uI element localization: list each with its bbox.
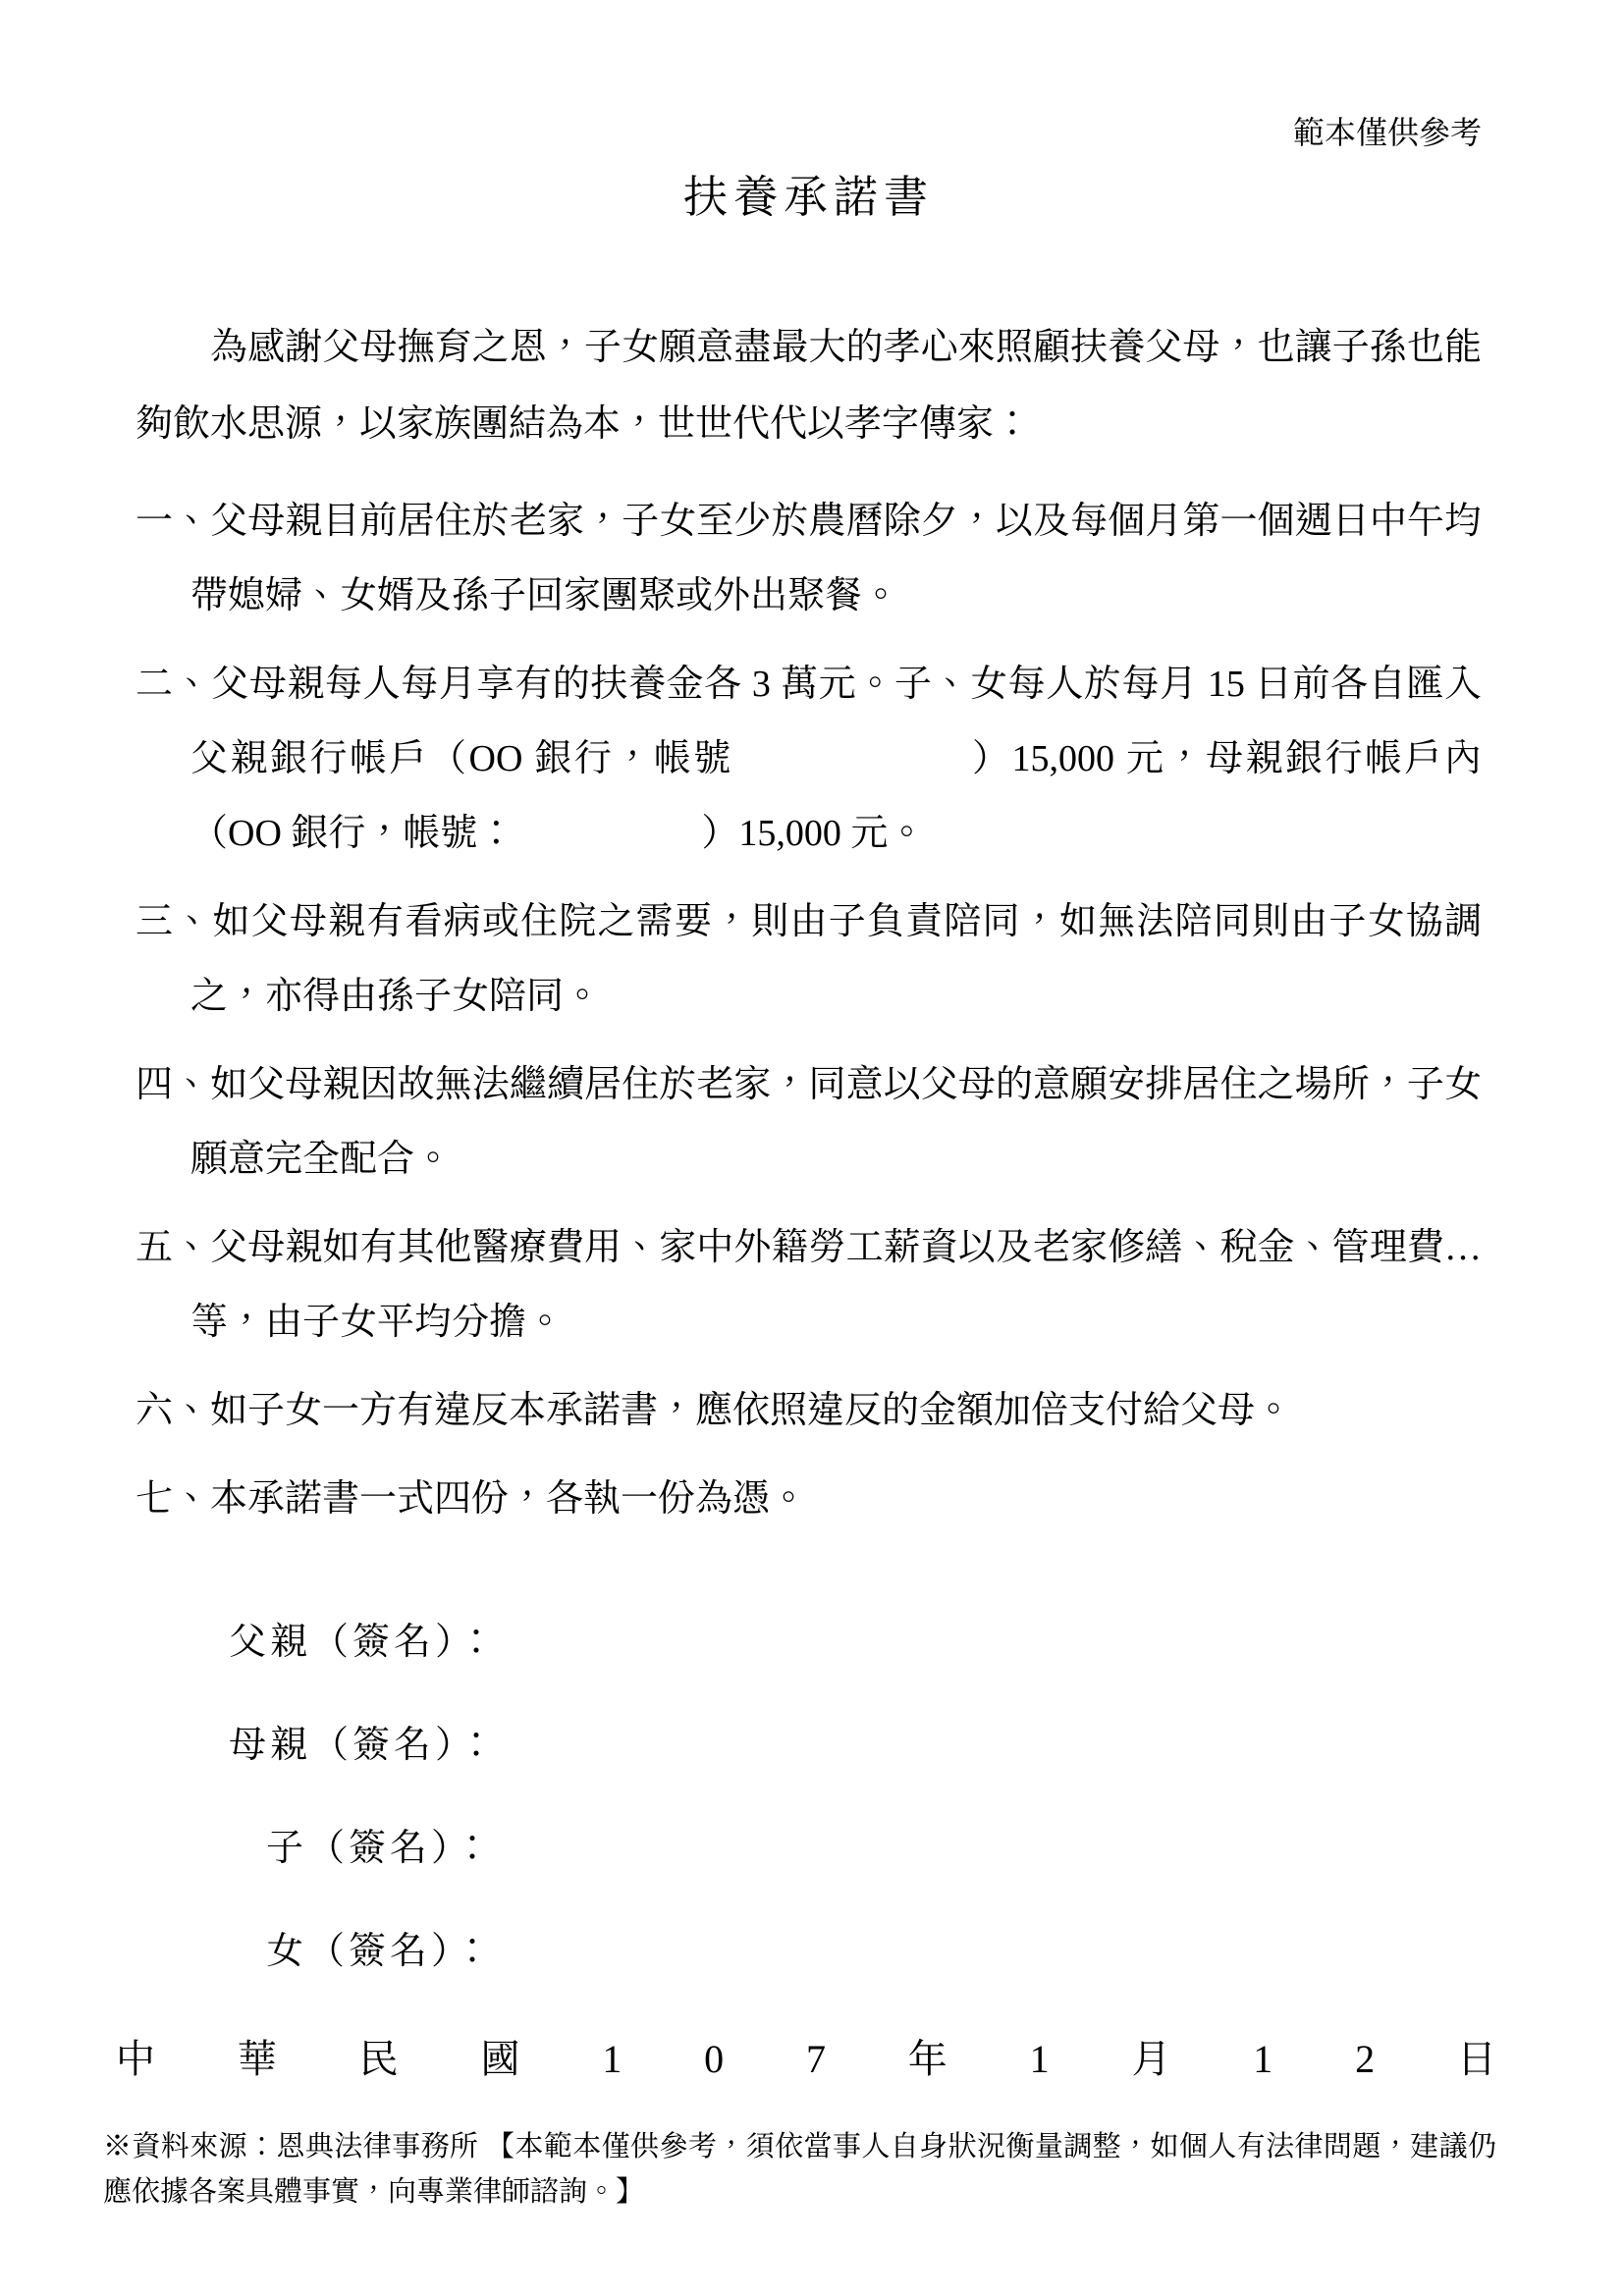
date-token: 2 [1355,2037,1376,2081]
signature-line-mother: 母親（簽名）： [229,1725,500,1766]
signature-block [229,1605,1482,1989]
clause-list [135,484,1482,1536]
date-token: 7 [805,2037,826,2081]
date-token: 1 [1029,2037,1050,2081]
date-token: 中 [116,2037,155,2081]
date-token: 0 [704,2037,725,2081]
template-reference-note: 範本僅供參考 [1292,115,1482,150]
roc-date-line [116,2022,1496,2097]
date-token: 月 [1131,2037,1171,2081]
date-token: 國 [480,2037,520,2081]
date-token: 年 [907,2037,947,2081]
clause-item-5: 五、父母親如有其他醫療費用、家中外籍勞工薪資以及老家修繕、稅金、管理費…等，由子女平均分擔。 [135,1227,1482,1343]
clause-item-6: 六、如子女一方有違反本承諾書，應依照違反的金額加倍支付給父母。 [135,1390,1293,1431]
date-token: 日 [1456,2037,1496,2081]
date-token: 1 [602,2037,623,2081]
date-token: 華 [237,2037,277,2081]
date-token: 1 [1253,2037,1273,2081]
source-disclaimer-note: ※資料來源：恩典法律事務所 【本範本僅供參考，須依當事人自身狀況衡量調整，如個人有法律問題，建議仍應依據各案具體事實，向專業律師諮詢。】 [103,2131,1496,2208]
clause-item-2: 二、父母親每人每月享有的扶養金各 3 萬元。子、女每人於每月 15 日前各自匯入父親銀行帳戶（OO 銀行，帳號 ）15,000 元，母親銀行帳戶內（OO 銀行，帳號： ）15,000 元。 [135,664,1482,854]
clause-item-1: 一、父母親目前居住於老家，子女至少於農曆除夕，以及每個月第一個週日中午均帶媳婦、女婿及孫子回家團聚或外出聚餐。 [135,501,1482,616]
signature-line-daughter: 女（簽名）： [266,1931,496,1972]
clause-item-3: 三、如父母親有看病或住院之需要，則由子負責陪同，如無法陪同則由子女協調之，亦得由孫子女陪同。 [135,901,1482,1017]
clause-item-7: 七、本承諾書一式四份，各執一份為憑。 [135,1478,808,1520]
clause-item-4: 四、如父母親因故無法繼續居住於老家，同意以父母的意願安排居住之場所，子女願意完全配合。 [135,1064,1482,1180]
date-token: 民 [358,2037,399,2081]
intro-paragraph: 為感謝父母撫育之恩，子女願意盡最大的孝心來照顧扶養父母，也讓子孫也能夠飲水思源，以家族團結為本，世世代代以孝字傳家： [135,327,1482,445]
document-title: 扶養承諾書 [682,173,934,222]
signature-line-son: 子（簽名）： [266,1828,496,1869]
signature-line-father: 父親（簽名）： [229,1622,500,1663]
